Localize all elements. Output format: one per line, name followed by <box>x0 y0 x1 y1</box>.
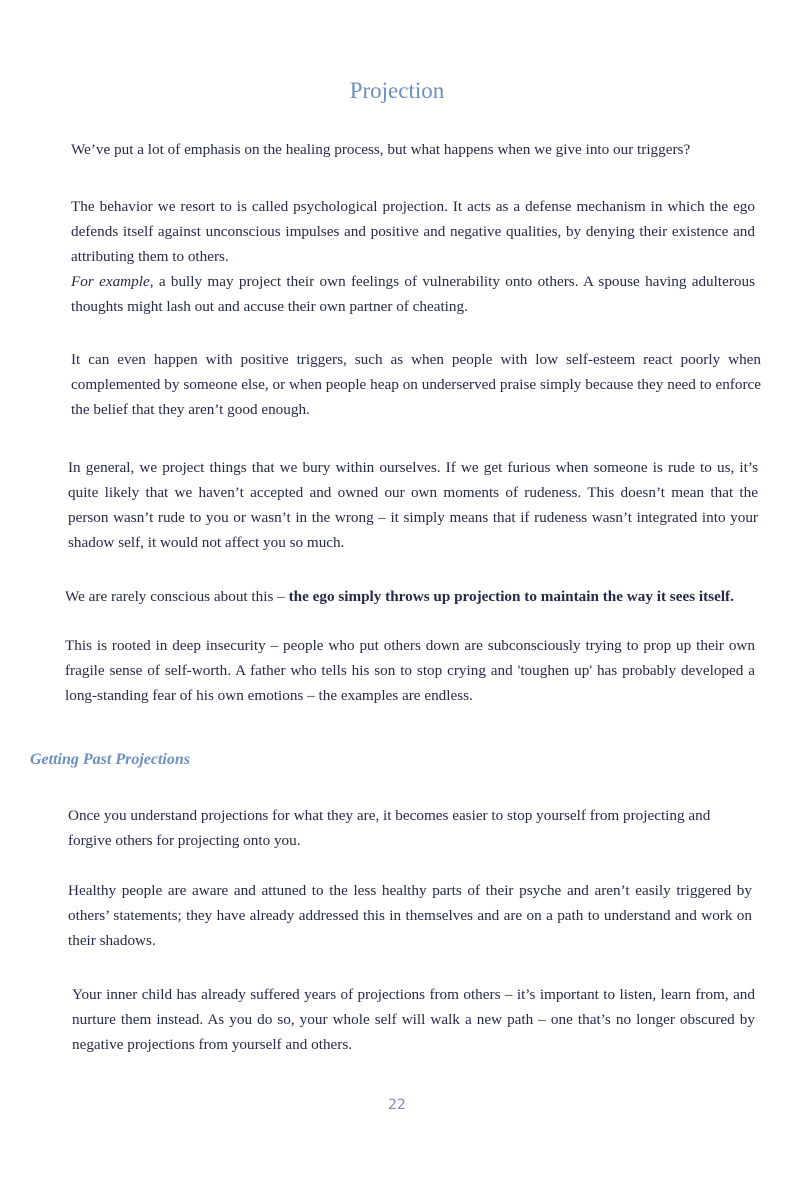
rarely-conscious-text: We are rarely conscious about this – <box>65 588 289 605</box>
section-subheading: Getting Past Projections <box>30 751 190 768</box>
paragraph-insecurity: This is rooted in deep insecurity – people who put others down are subconsciously trying to prop up their own fragile sense of self-worth. A father who tells his son to stop crying and 'toughen up' has probably developed a long-standing fear of his own emotions – the examples are endless. <box>65 637 755 704</box>
paragraph-positive-triggers: It can even happen with positive triggers, such as when people with low self-esteem react poorly when complemented by someone else, or when people heap on underserved praise simply because they need to enforce the belief that they aren’t good enough. <box>71 351 761 418</box>
paragraph-rarely-conscious <box>65 584 753 609</box>
paragraph-intro-question: We’ve put a lot of emphasis on the healing process, but what happens when we give into our triggers? <box>71 141 691 158</box>
paragraph-example <box>71 269 755 319</box>
paragraph-definition: The behavior we resort to is called psychological projection. It acts as a defense mechanism in which the ego defends itself against unconscious impulses and positive and negative qualities, by denying their existence and attributing them to others. <box>71 198 755 265</box>
example-italic-lead: For example <box>71 273 150 290</box>
paragraph-in-general: In general, we project things that we bury within ourselves. If we get furious when someone is rude to us, it’s quite likely that we haven’t accepted and owned our own moments of rudeness. This doesn’t mean that the person wasn’t rude to you or wasn’t in the wrong – it simply means that if rudeness wasn’t integrated into your shadow self, it would not affect you so much. <box>68 459 758 551</box>
paragraph-healthy-people: Healthy people are aware and attuned to the less healthy parts of their psyche and aren’t easily triggered by others’ statements; they have already addressed this in themselves and are on a path to understand and work on their shadows. <box>68 882 752 949</box>
page-title: Projection <box>349 78 445 103</box>
paragraph-inner-child: Your inner child has already suffered years of projections from others – it’s important to listen, learn from, and nurture them instead. As you do so, your whole self will walk a new path – one that’s no longer obscured by negative projections from yourself and others. <box>72 986 755 1053</box>
page-number: 22 <box>388 1097 406 1113</box>
rarely-conscious-bold: the ego simply throws up projection to maintain the way it sees itself. <box>288 588 734 605</box>
paragraph-understand-projections: Once you understand projections for what they are, it becomes easier to stop yourself from projecting and forgive others for projecting onto you. <box>68 807 711 849</box>
example-text: , a bully may project their own feelings of vulnerability onto others. A spouse having adulterous thoughts might lash out and accuse their own partner of cheating. <box>71 273 755 315</box>
